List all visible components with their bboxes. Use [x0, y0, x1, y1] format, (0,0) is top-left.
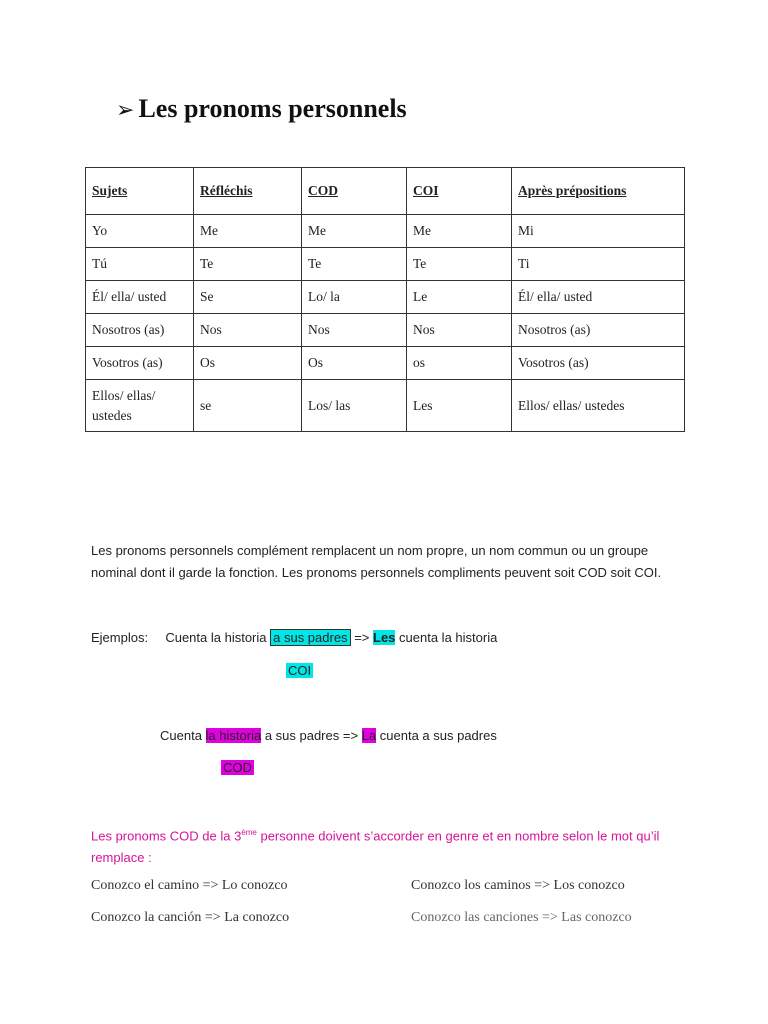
example-line: Conozco los caminos => Los conozco — [411, 878, 625, 893]
table-cell: Me — [194, 215, 302, 248]
example-line: Conozco el camino => Lo conozco — [91, 878, 288, 893]
arrow-bullet-icon: ➢ — [116, 98, 135, 123]
cod-agreement-note: Les pronoms COD de la 3ème personne doivent s’accorder en genre et en nombre selon le mot qu’il remplace : — [91, 828, 660, 866]
table-cell: Os — [302, 347, 407, 380]
table-cell: Vosotros (as) — [512, 347, 685, 380]
page-title: ➢ Les pronoms personnels — [116, 94, 407, 123]
table-cell: Los/ las — [302, 380, 407, 432]
table-cell: Nos — [194, 314, 302, 347]
col-header: Après prépositions — [512, 168, 685, 215]
table-row — [86, 281, 685, 314]
col-header: COI — [407, 168, 512, 215]
table-cell: Nosotros (as) — [512, 314, 685, 347]
tag-coi: COI — [288, 663, 312, 678]
example-text: a sus padres => — [264, 728, 359, 743]
table-cell: Ellos/ ellas/ ustedes — [512, 380, 685, 432]
table-cell: Te — [302, 248, 407, 281]
table-cell: Vosotros (as) — [86, 347, 194, 380]
table-cell: Nos — [407, 314, 512, 347]
table-cell: os — [407, 347, 512, 380]
table-row — [86, 380, 685, 432]
table-row — [86, 248, 685, 281]
highlight-la: La — [361, 728, 377, 743]
table-row — [86, 314, 685, 347]
table-row — [86, 347, 685, 380]
pronouns-table — [85, 167, 685, 432]
example-text: Cuenta — [160, 728, 202, 743]
table-cell: Me — [407, 215, 512, 248]
col-header: Réfléchis — [194, 168, 302, 215]
table-cell: Le — [407, 281, 512, 314]
highlight-les: Les — [373, 630, 396, 645]
table-cell: Él/ ella/ usted — [512, 281, 685, 314]
example-text: Cuenta la historia — [165, 630, 267, 645]
table-cell: Se — [194, 281, 302, 314]
table-cell: se — [194, 380, 302, 432]
table-cell: Les — [407, 380, 512, 432]
example-arrow: => — [354, 630, 370, 645]
highlight-cod-phrase: la historia — [205, 728, 262, 743]
col-header: Sujets — [86, 168, 194, 215]
table-cell: Nosotros (as) — [86, 314, 194, 347]
table-cell: Él/ ella/ usted — [86, 281, 194, 314]
table-cell: Me — [302, 215, 407, 248]
table-cell: Tú — [86, 248, 194, 281]
explanation-paragraph: Les pronoms personnels complément remplacent un nom propre, un nom commun ou un groupe nominal dont il garde la fonction. Les pronoms personnels compliments peuvent soit COD soit COI. — [91, 543, 662, 580]
example-text: cuenta la historia — [399, 630, 498, 645]
table-cell: Yo — [86, 215, 194, 248]
example-line: Conozco las canciones => Las conozco — [411, 910, 632, 925]
example-2 — [160, 728, 497, 743]
examples-label: Ejemplos: — [91, 630, 149, 645]
table-row — [86, 215, 685, 248]
example-line: Conozco la canción => La conozco — [91, 910, 290, 925]
table-cell: Ellos/ ellas/ ustedes — [86, 380, 194, 432]
table-header-row — [86, 168, 685, 215]
highlight-coi-phrase: a sus padres — [270, 629, 350, 646]
table-cell: Te — [194, 248, 302, 281]
table-cell: Ti — [512, 248, 685, 281]
tag-cod: COD — [223, 760, 252, 775]
table-cell: Te — [407, 248, 512, 281]
example-1 — [91, 630, 497, 645]
table-cell: Mi — [512, 215, 685, 248]
col-header: COD — [302, 168, 407, 215]
example-text: cuenta a sus padres — [379, 728, 497, 743]
table-cell: Nos — [302, 314, 407, 347]
table-cell: Os — [194, 347, 302, 380]
table-cell: Lo/ la — [302, 281, 407, 314]
